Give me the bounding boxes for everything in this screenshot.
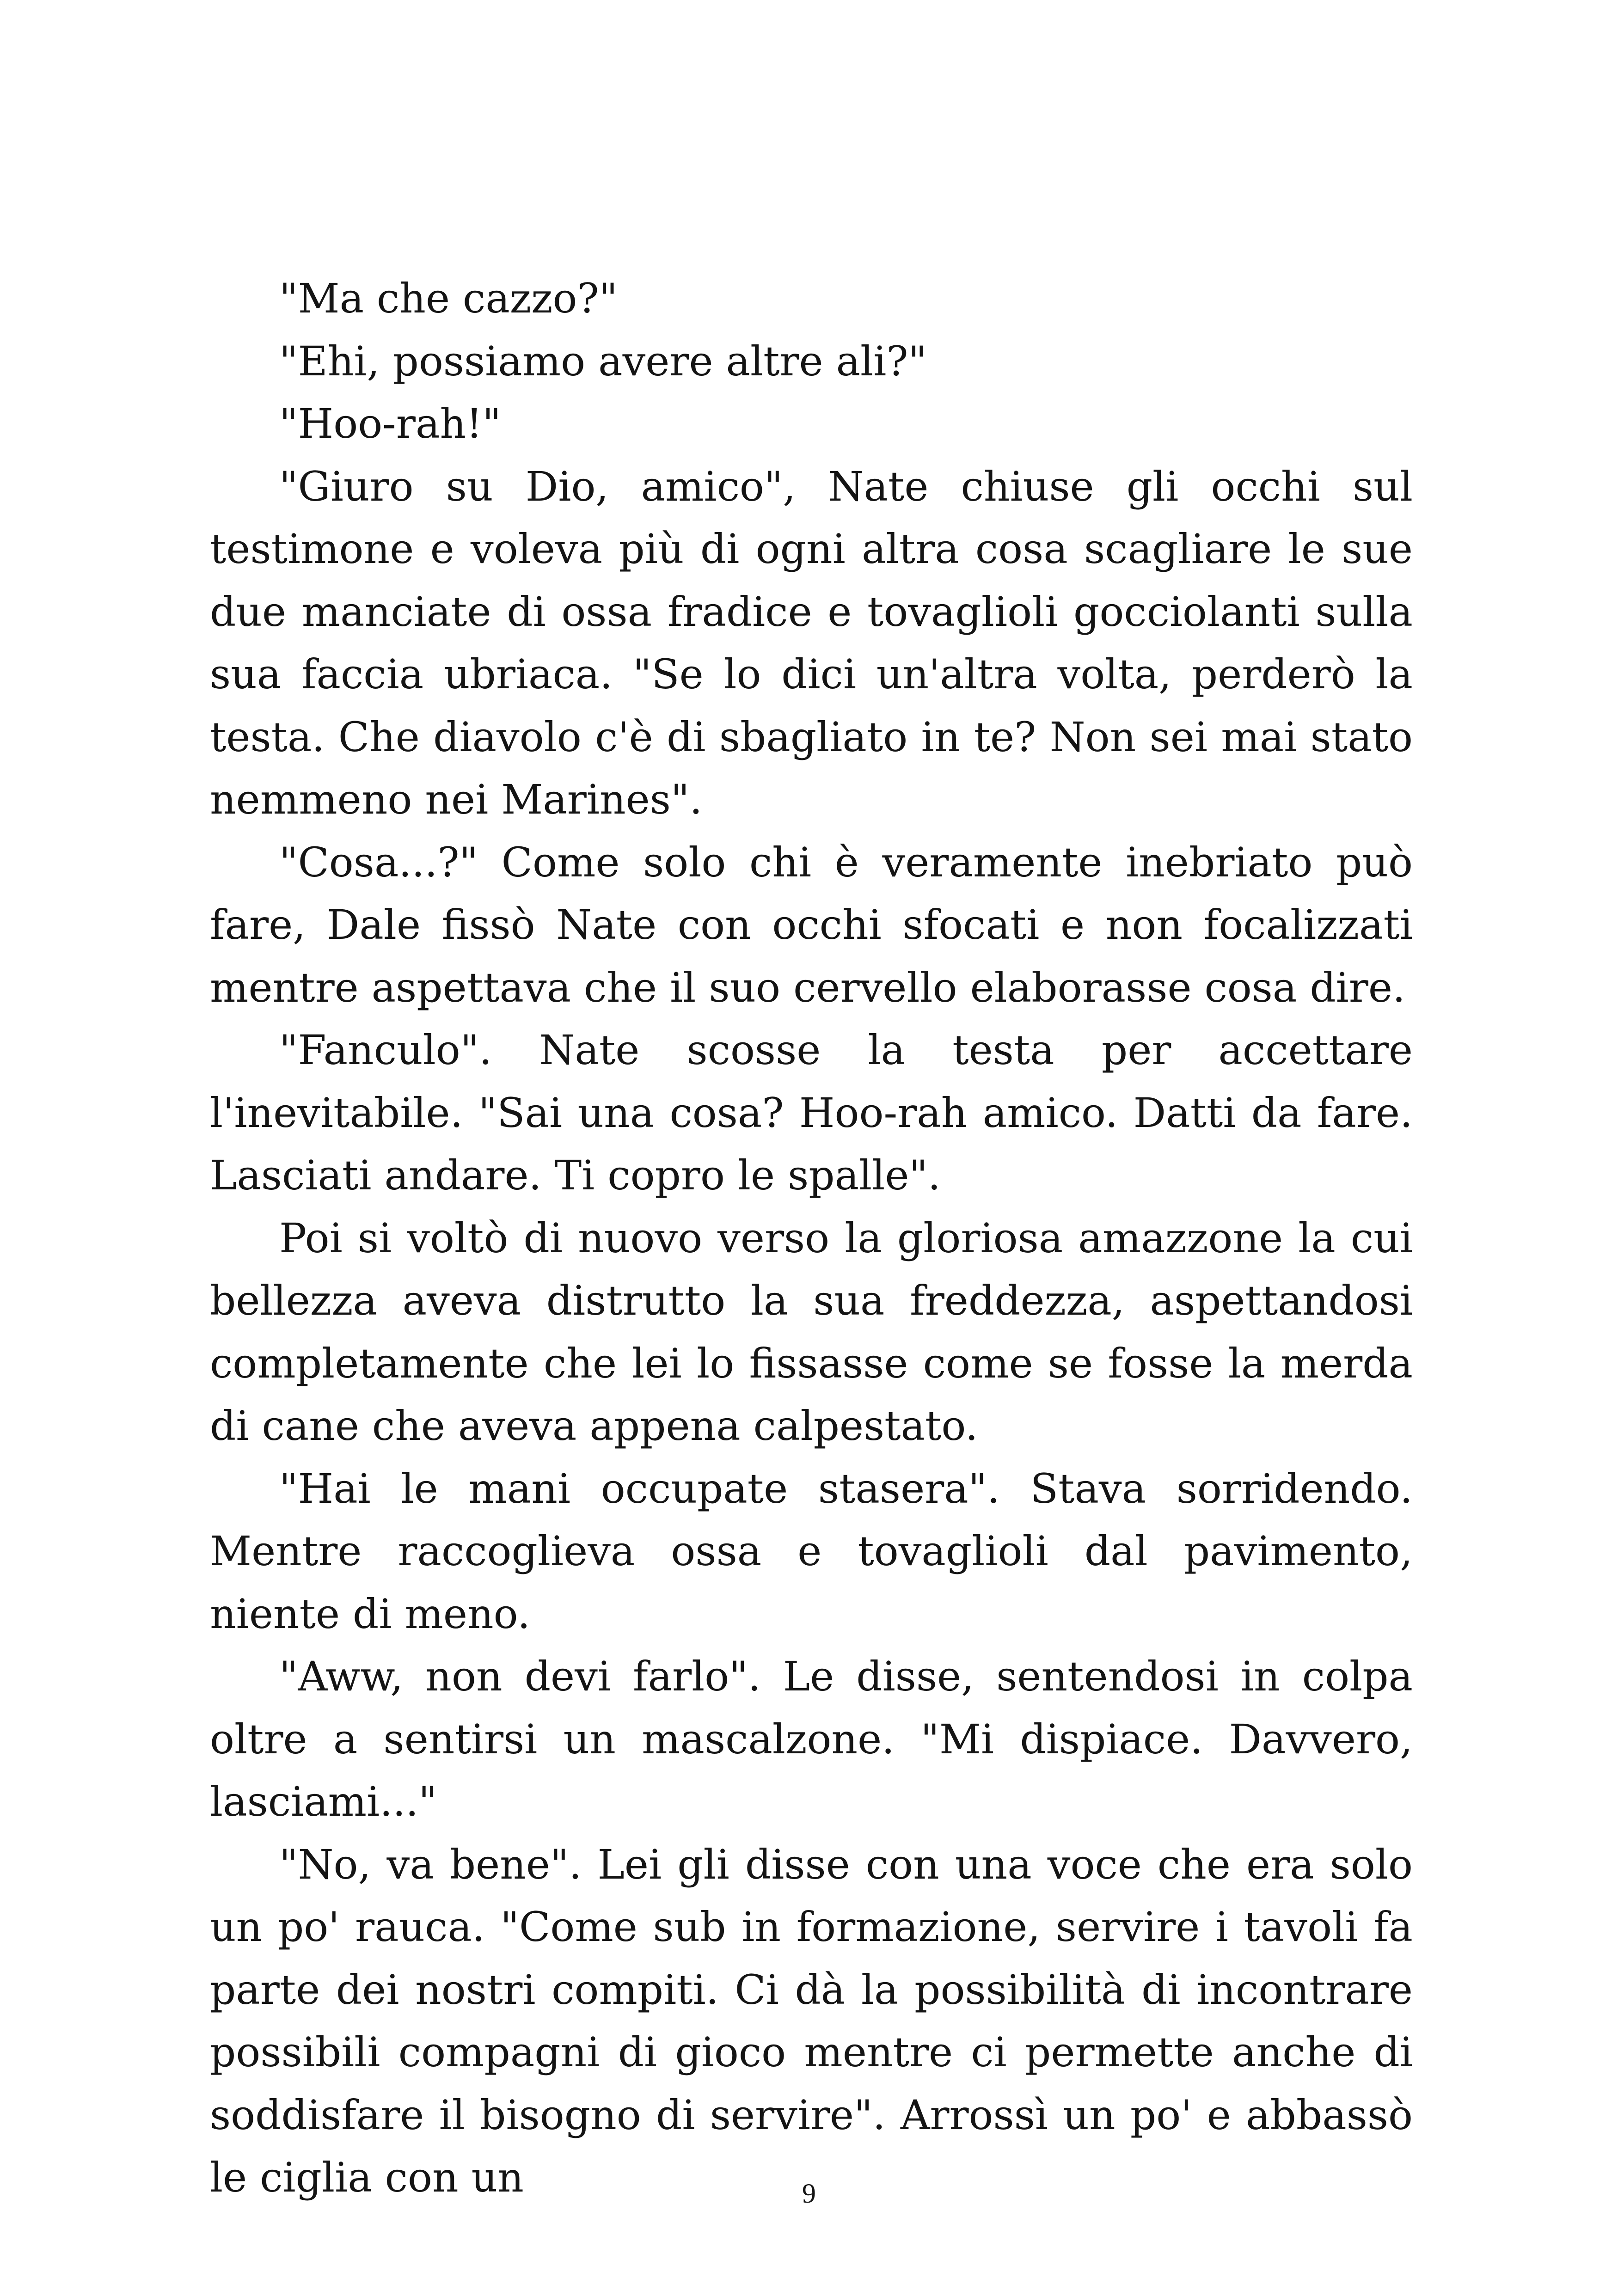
paragraph-5: "Cosa...?" Come solo chi è veramente inebriato può fare, Dale fissò Nate con occhi sfocati e non focalizzati mentre aspettava che il suo cervello elaborasse cosa dire. [210,838,1413,1011]
paragraph-4: "Giuro su Dio, amico", Nate chiuse gli occhi sul testimone e voleva più di ogni altra cosa scagliare le sue due manciate di ossa fradice e tovaglioli gocciolanti sulla sua faccia ubriaca. "Se lo dici un'altra volta, perderò la testa. Che diavolo c'è di sbagliato in te? Non sei mai stato nemmeno nei Marines". [210,462,1413,823]
paragraph-6: "Fanculo". Nate scosse la testa per accettare l'inevitabile. "Sai una cosa? Hoo-rah amico. Datti da fare. Lasciati andare. Ti copro le spalle". [210,1026,1413,1199]
paragraph-7: Poi si voltò di nuovo verso la gloriosa amazzone la cui bellezza aveva distrutto la sua freddezza, aspettandosi completamente che lei lo fissasse come se fosse la merda di cane che aveva appena calpestato. [210,1214,1413,1450]
paragraph-8: "Hai le mani occupate stasera". Stava sorridendo. Mentre raccoglieva ossa e tovaglioli dal pavimento, niente di meno. [210,1464,1413,1638]
paragraph-1: "Ma che cazzo?" [279,275,618,322]
paragraph-9: "Aww, non devi farlo". Le disse, sentendosi in colpa oltre a sentirsi un mascalzone. "Mi dispiace. Davvero, lasciami..." [210,1653,1413,1825]
paragraph-10: "No, va bene". Lei gli disse con una voce che era solo un po' rauca. "Come sub in formazione, servire i tavoli fa parte dei nostri compiti. Ci dà la possibilità di incontrare possibili compagni di gioco mentre ci permette anche di soddisfare il bisogno di servire". Arrossì un po' e abbassò le ciglia con un [210,1840,1413,2201]
body-text [210,267,1413,2209]
paragraph-2: "Ehi, possiamo avere altre ali?" [279,337,927,385]
page-number: 9 [802,2178,816,2209]
paragraph-3: "Hoo-rah!" [279,400,501,447]
